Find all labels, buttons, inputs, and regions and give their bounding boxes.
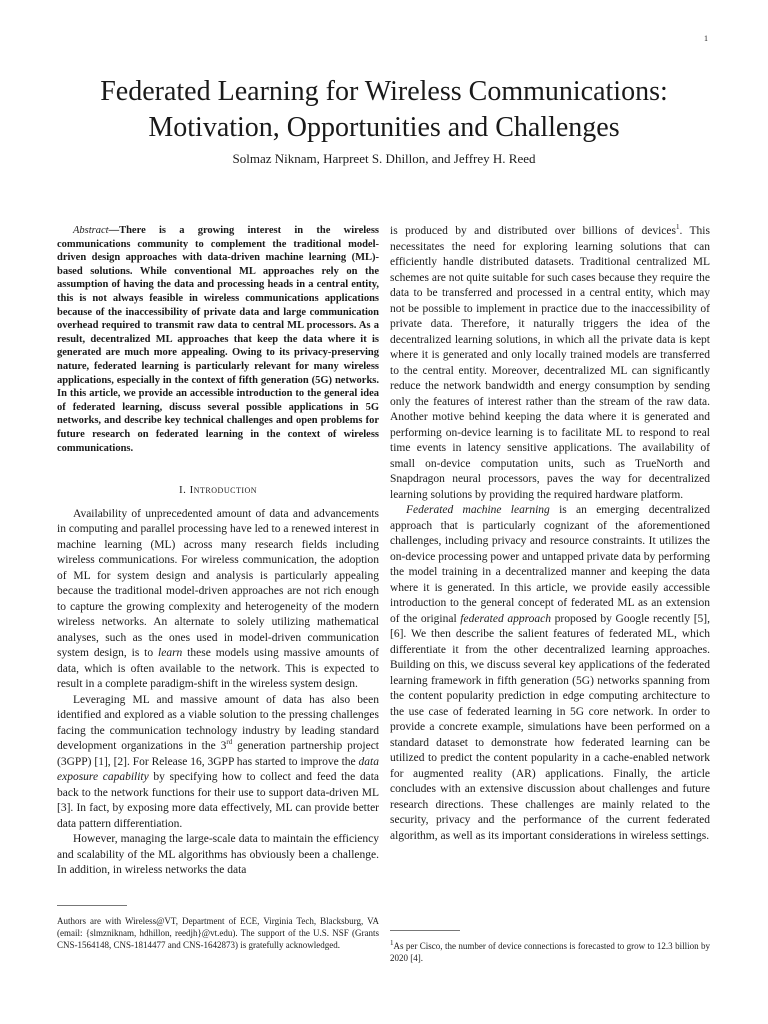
footnote-ref-1: 1	[675, 223, 680, 232]
abstract	[57, 224, 379, 455]
intro-p2-tail: by specifying how to collect and feed the data back to the network functions for their use to support data-driven ML [3]. In fact, by exposing more data effectively, ML can provide better data pattern differentiation.	[57, 771, 379, 830]
footnote-1-mark: 1	[390, 939, 394, 947]
section-heading-introduction	[57, 483, 379, 499]
abstract-label: Abstract	[73, 225, 109, 236]
right-p2-b: proposed by Google recently [5], [6]. We then describe the salient features of federated ML, which differentiate it from the other decentralized learning approaches. Building on this, we discuss several key applications of the federated learning framework in fifth generation (5G) networks spanning from the content popularity prediction in edge computing architecture to the use case of federated learning in 5G core network. In order to provide a concrete example, simulations have been performed on a standard dataset to demonstrate how federated learning can be utilized to predict the content popularity in a cache-enabled network for augmented reality (AR) applications. Finally, the article concludes with an extensive discussion about challenges and future research directions. These challenges are mainly related to the security, privacy and the performance of the current federated algorithm, as well as its important considerations in wireless settings.	[390, 612, 710, 842]
intro-p2-mid: generation partnership project (3GPP) [1], [2]. For Release 16, 3GPP has started to improve the	[57, 740, 379, 768]
right-p1-tail: . This necessitates the need for exploring learning solutions that can efficiently handle distributed datasets. Traditional centralized ML schemes are not quite suitable for such cases because they require the data to be transferred and processed in a central entity, which may not be possible to implement in practice due to the inaccessibility of private data. Therefore, it naturally triggers the idea of the decentralized learning solutions, in which all the private data is kept where it is generated and only locally trained models are transferred to the central entity. Moreover, decentralized ML can significantly reduce the network bandwidth and energy consumption by sending only the features of interest rather than the stream of the raw data. Another motive behind keeping the data where it is generated and performing on-device learning is to facilitate ML to respond to real time events in latency sensitive applications. The availability of small on-device computation units, such as TrueNorth and Snapdragon neural processors, paves the way for decentralized learning solutions by providing the required hardware platform.	[390, 225, 710, 501]
section-title: Introduction	[189, 484, 258, 497]
author-affiliation-footnote: Authors are with Wireless@VT, Department of ECE, Virginia Tech, Blacksburg, VA (email: {slmzniknam, hdhillon, reedjh}@vt.edu). The support of the U.S. NSF (Grants CNS-1564148, CNS-1814477 and CNS-1642873) is gratefully acknowledged.	[57, 916, 379, 950]
footnote-rule-right	[390, 930, 460, 931]
author-list: Solmaz Niknam, Harpreet S. Dhillon, and Jeffrey H. Reed	[232, 151, 536, 166]
right-p2-italic: Federated machine learning	[406, 504, 550, 516]
section-numeral: I.	[178, 484, 187, 497]
right-paragraph-1	[390, 224, 710, 503]
intro-p2-sup: rd	[226, 738, 233, 747]
intro-paragraph-3: However, managing the large-scale data to maintain the efficiency and scalability of the ML algorithms has obviously been a challenge. In addition, in wireless networks the data	[57, 833, 379, 877]
footnote-1	[390, 940, 710, 964]
footnote-1-text: As per Cisco, the number of device connections is forecasted to grow to 12.3 billion by 2020 [4].	[390, 941, 710, 963]
intro-paragraph-1	[57, 507, 379, 693]
right-paragraph-2	[390, 503, 710, 844]
intro-p2-head: Leveraging ML and massive amount of data has also been identified and explored as a viable solution to the pressing challenges facing the communication technology industry by leading standard development organizations in the 3	[57, 693, 379, 753]
title-line-2: Motivation, Opportunities and Challenges	[148, 112, 620, 143]
right-p1-head: is produced by and distributed over billions of devices	[390, 225, 676, 237]
intro-p1-text: Availability of unprecedented amount of data and advancements in computing and parallel processing have led to a renewed interest in machine learning (ML) across many research fields including wireless communications. For wireless communication, the adoption of ML for system design and analysis is particularly appealing because the traditional model-driven approaches are not rich enough to capture the growing complexity and heterogeneity of the modern wireless networks. An alternate to solely utilizing mathematical analyses, such as the ones used in model-driven communication system design, is to	[57, 507, 379, 660]
right-p2-italic2: federated approach	[460, 612, 552, 625]
title-line-1: Federated Learning for Wireless Communications:	[100, 76, 668, 107]
page-number: 1	[704, 34, 708, 43]
right-p2-a: is an emerging decentralized approach that is particularly cognizant of the aforementioned challenges, including privacy and resource constraints. It utilizes the on-device processing power and untapped private data by performing the model training in a decentralized manner and keeping the data where it is generated. In this article, we provide easily accessible introduction to the general concept of federated ML as an extension of the original	[390, 504, 710, 625]
abstract-text: —There is a growing interest in the wireless communications community to complement the traditional model-driven design approaches with data-driven machine learning (ML)-based solutions. While conventional ML approaches rely on the assumption of having the data and processing heads in a central entity, this is not always feasible in wireless communications applications because of the inaccessibility of private data and large communication overhead required to transmit raw data to central ML processors. As a result, decentralized ML approaches that keep the data where it is generated are much more appealing. Owing to its privacy-preserving nature, federated learning is particularly relevant for many wireless applications, especially in the context of fifth generation (5G) networks. In this article, we provide an accessible introduction to the general idea of federated learning, discuss several possible applications in 5G networks, and describe key technical challenges and open problems for future research on federated learning in the context of wireless communications.	[57, 225, 379, 454]
intro-p1-tail: these models using massive amounts of data, which is often available to the network. This is expected to result in a complete paradigm-shift in the wireless system design.	[57, 647, 379, 691]
paper-title	[40, 74, 728, 146]
left-column	[57, 224, 379, 879]
intro-p2-italic: data exposure capability	[57, 755, 379, 784]
intro-paragraph-2	[57, 693, 379, 833]
footnote-rule-left	[57, 905, 127, 906]
intro-p1-learn: learn	[158, 647, 183, 660]
right-column	[390, 224, 710, 844]
